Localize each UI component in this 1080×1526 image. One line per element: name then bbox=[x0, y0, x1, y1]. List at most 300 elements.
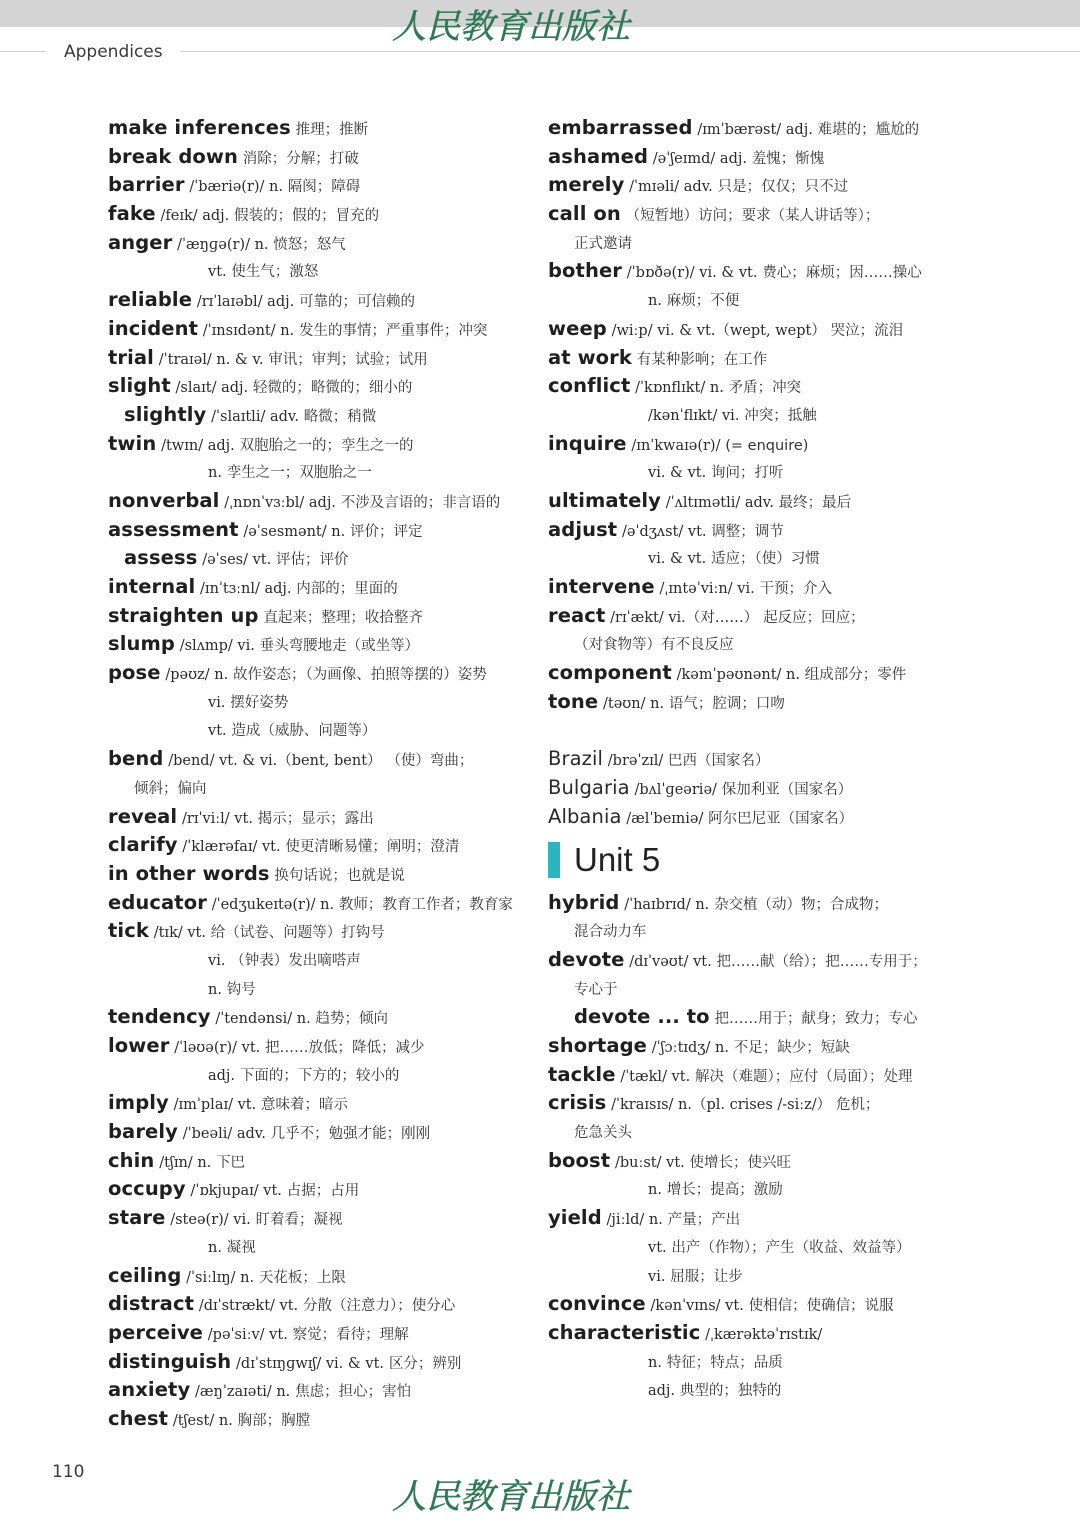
vocab-entry-line bbox=[108, 114, 528, 143]
headword: lower bbox=[108, 1034, 170, 1057]
definition: 麻烦；不便 bbox=[666, 293, 740, 310]
headword: Albania bbox=[548, 804, 622, 828]
definition: 区分；辨别 bbox=[388, 1355, 462, 1372]
headword: ashamed bbox=[548, 144, 649, 168]
vocab-entry-line bbox=[108, 430, 528, 459]
phonetic-pos: /əˈʃeɪmd/ adj. bbox=[652, 150, 747, 167]
phonetic-pos: /ɪmˈplaɪ/ vt. bbox=[173, 1097, 257, 1114]
definition: 占据；占用 bbox=[286, 1183, 360, 1200]
phonetic-pos: /ˈtendənsi/ n. bbox=[215, 1011, 311, 1028]
phonetic-pos: adj. bbox=[648, 1383, 676, 1400]
definition: 几乎不；勉强才能；刚刚 bbox=[270, 1126, 431, 1143]
phonetic-pos: /ˈklærəfaɪ/ vt. bbox=[182, 839, 281, 856]
headword: assess bbox=[124, 546, 198, 570]
phonetic-pos: /ˈkɒnflɪkt/ n. bbox=[635, 380, 724, 397]
vocab-entry-line bbox=[108, 171, 528, 200]
definition: 内部的；里面的 bbox=[296, 581, 398, 597]
vocab-entry-line bbox=[108, 602, 528, 631]
definition: 评价；评定 bbox=[349, 523, 423, 540]
definition: 费心；麻烦；因……操心 bbox=[762, 265, 922, 282]
definition: 危机； bbox=[835, 1097, 880, 1114]
vocab-entry-line bbox=[548, 458, 968, 487]
phonetic-pos: /əˈdʒʌst/ vt. bbox=[622, 523, 707, 540]
phonetic-pos: /ˈʃɔːtɪdʒ/ n. bbox=[651, 1040, 729, 1057]
definition: 正式邀请 bbox=[574, 235, 632, 252]
vocab-entry-line bbox=[548, 946, 968, 975]
phonetic-pos: /ˈsiːlɪŋ/ n. bbox=[186, 1269, 255, 1286]
vocab-entry-line bbox=[108, 1003, 528, 1032]
vocab-entry-line bbox=[108, 889, 528, 918]
phonetic-pos: /ˈhaɪbrɪd/ n. bbox=[624, 896, 710, 913]
definition: 假装的；假的；冒充的 bbox=[234, 208, 380, 225]
headword: distinguish bbox=[108, 1349, 232, 1373]
headword: merely bbox=[548, 173, 625, 197]
phonetic-pos: /dɪˈvəʊt/ vt. bbox=[629, 953, 712, 970]
phonetic-pos: n. bbox=[208, 465, 222, 482]
vocab-entry-line bbox=[548, 401, 968, 430]
headword: tackle bbox=[548, 1062, 616, 1086]
phonetic-pos: /ˈɒkjupaɪ/ vt. bbox=[190, 1183, 282, 1200]
vocab-entry-line bbox=[108, 716, 528, 745]
definition: 教师；教育工作者；教育家 bbox=[338, 896, 513, 913]
headword: assessment bbox=[108, 517, 239, 541]
vocab-entry-line bbox=[108, 401, 528, 430]
definition: 审讯；审判；试验；试用 bbox=[268, 351, 428, 368]
phonetic-pos: /tɪk/ vt. bbox=[153, 925, 206, 942]
definition: 产量；产出 bbox=[667, 1212, 741, 1229]
headword: bend bbox=[108, 747, 164, 771]
vocab-entry-line bbox=[108, 1118, 528, 1147]
headword: tick bbox=[108, 919, 149, 943]
definition: 矛盾；冲突 bbox=[728, 380, 802, 397]
phonetic-pos: /ɪnˈkwaɪə(r)/ bbox=[631, 437, 721, 454]
svg-text:人民教育出版社: 人民教育出版社 bbox=[392, 7, 630, 47]
headword: chin bbox=[108, 1148, 155, 1172]
vocab-entry-line bbox=[108, 458, 528, 487]
vocab-entry-line bbox=[108, 1319, 528, 1348]
vocab-entry-line bbox=[548, 544, 968, 573]
vocab-entry-line bbox=[108, 1262, 528, 1291]
definition: 语气；腔调；口吻 bbox=[668, 695, 785, 712]
header-rule-right bbox=[180, 51, 1080, 52]
headword: slight bbox=[108, 374, 171, 398]
definition: 巴西（国家名） bbox=[668, 753, 770, 770]
vocab-entry-line bbox=[108, 946, 528, 975]
vocab-entry-line bbox=[548, 745, 968, 774]
vocab-entry-line bbox=[548, 1319, 968, 1348]
vocab-entry-line bbox=[548, 430, 968, 459]
phonetic-pos: /dɪˈstɪŋɡwɪʃ/ vi. & vt. bbox=[236, 1355, 385, 1372]
definition: 最终；最后 bbox=[778, 494, 852, 511]
vocab-entry-line bbox=[548, 487, 968, 516]
vocab-entry-line bbox=[548, 917, 968, 946]
phonetic-pos: /ˈbeəli/ adv. bbox=[182, 1126, 266, 1143]
headword: in other words bbox=[108, 861, 270, 885]
headword: imply bbox=[108, 1091, 169, 1115]
definition: 消除；分解；打破 bbox=[242, 150, 359, 167]
phonetic-pos: /brəˈzɪl/ bbox=[607, 753, 664, 770]
vocab-entry-line bbox=[108, 630, 528, 659]
vocab-entry-line bbox=[548, 1376, 968, 1405]
vocab-entry-line bbox=[548, 257, 968, 286]
vocab-entry-line bbox=[108, 1147, 528, 1176]
vocab-entry-line bbox=[108, 1233, 528, 1262]
vocab-entry-line bbox=[548, 1003, 968, 1032]
headword: hybrid bbox=[548, 890, 620, 914]
phonetic-pos: /ˈtraɪəl/ n. & v. bbox=[158, 351, 264, 368]
definition: 天花板；上限 bbox=[258, 1269, 346, 1286]
vocab-entry-line bbox=[108, 1204, 528, 1233]
definition: 意味着；暗示 bbox=[261, 1097, 349, 1114]
definition: 隔阂；障碍 bbox=[287, 179, 361, 196]
headword: ceiling bbox=[108, 1263, 182, 1287]
page-number: 110 bbox=[52, 1462, 85, 1482]
phonetic-pos: /slʌmp/ vi. bbox=[179, 638, 255, 655]
headword: anxiety bbox=[108, 1378, 191, 1402]
definition: 推理；推断 bbox=[295, 122, 369, 138]
vocab-entry-line bbox=[548, 803, 968, 832]
phonetic-pos: n. bbox=[648, 1354, 662, 1371]
phonetic-pos: /wiːp/ vi. & vt.（wept, wept） bbox=[611, 322, 826, 339]
vocab-entry-line bbox=[548, 659, 968, 688]
vocab-entry-line bbox=[548, 1204, 968, 1233]
headword: clarify bbox=[108, 833, 178, 857]
headword: devote bbox=[548, 947, 625, 971]
unit-title: Unit 5 bbox=[574, 840, 661, 878]
phonetic-pos: vi. & vt. bbox=[648, 465, 707, 482]
definition: 调整；调节 bbox=[711, 523, 784, 540]
headword: internal bbox=[108, 575, 196, 598]
vocab-entry-line bbox=[108, 257, 528, 286]
headword: straighten up bbox=[108, 603, 259, 627]
phonetic-pos: /kənˈvɪns/ vt. bbox=[650, 1298, 744, 1315]
publisher-watermark-top bbox=[392, 4, 692, 48]
phonetic-pos: /ɪmˈbærəst/ adj. bbox=[697, 122, 813, 138]
vocab-entry-line bbox=[548, 344, 968, 373]
vocab-entry-line bbox=[548, 200, 968, 229]
phonetic-pos: /ˈslaɪtli/ adv. bbox=[211, 408, 299, 425]
definition: 评估；评价 bbox=[276, 552, 349, 569]
vocab-entry-line bbox=[108, 1089, 528, 1118]
headword: occupy bbox=[108, 1177, 186, 1201]
vocab-entry-line bbox=[108, 544, 528, 573]
headword: conflict bbox=[548, 374, 631, 398]
phonetic-pos: /bʌlˈɡeəriə/ bbox=[634, 781, 717, 798]
phonetic-pos: /rɪˈækt/ vi.（对……） bbox=[610, 609, 759, 626]
vocab-entry-line bbox=[548, 1061, 968, 1090]
phonetic-pos: /ˈləʊə(r)/ vt. bbox=[174, 1040, 261, 1056]
definition: （对食物等）有不良反应 bbox=[574, 637, 734, 654]
vocab-entry-line bbox=[548, 286, 968, 315]
definition: 使生气；激怒 bbox=[231, 264, 319, 281]
left-column bbox=[108, 114, 528, 1434]
phonetic-pos: /dɪˈstrækt/ vt. bbox=[198, 1298, 299, 1315]
section-label: Appendices bbox=[64, 42, 163, 62]
definition: 趋势；倾向 bbox=[315, 1011, 388, 1028]
definition: 只是；仅仅；只不过 bbox=[717, 179, 849, 196]
definition: 略微；稍微 bbox=[303, 408, 377, 425]
vocab-entry-line bbox=[108, 745, 528, 774]
headword: tendency bbox=[108, 1005, 211, 1029]
definition: 解决（难题）；应付（局面）；处理 bbox=[694, 1068, 913, 1085]
headword: reveal bbox=[108, 804, 178, 828]
vocab-entry-line bbox=[108, 1032, 528, 1061]
headword: embarrassed bbox=[548, 116, 693, 139]
phonetic-pos: /ˈɪnsɪdənt/ n. bbox=[202, 322, 295, 339]
headword: at work bbox=[548, 345, 632, 369]
phonetic-pos: n. bbox=[648, 293, 662, 310]
phonetic-pos: /əˈsesmənt/ n. bbox=[243, 523, 346, 540]
vocab-entry-line bbox=[548, 171, 968, 200]
definition: （短暂地）访问；要求（某人讲话等）； bbox=[625, 208, 880, 225]
definition: 揭示；显示；露出 bbox=[257, 810, 374, 827]
definition: 阿尔巴尼亚（国家名） bbox=[708, 810, 854, 827]
definition: 使增长；使兴旺 bbox=[689, 1154, 792, 1171]
definition: 给（试卷、问题等）打钩号 bbox=[210, 925, 385, 942]
vocab-entry-line bbox=[108, 229, 528, 258]
definition: 危急关头 bbox=[574, 1125, 632, 1142]
vocab-entry-line bbox=[108, 1061, 528, 1090]
headword: react bbox=[548, 603, 606, 627]
vocab-entry-line bbox=[548, 1262, 968, 1291]
phonetic-pos: /ˈedʒukeɪtə(r)/ n. bbox=[211, 896, 335, 913]
vocab-entry-line bbox=[108, 688, 528, 717]
definition: 焦虑；担心；害怕 bbox=[295, 1384, 412, 1401]
headword: twin bbox=[108, 431, 157, 455]
headword: barely bbox=[108, 1120, 178, 1144]
headword: crisis bbox=[548, 1091, 607, 1115]
definition: 哭泣；流泪 bbox=[830, 322, 904, 339]
headword: convince bbox=[548, 1292, 646, 1316]
definition: 孪生之一；双胞胎之一 bbox=[226, 465, 372, 482]
definition: 轻微的；略微的；细小的 bbox=[252, 380, 413, 397]
headword: trial bbox=[108, 345, 154, 369]
headword: intervene bbox=[548, 575, 655, 598]
phonetic-pos: /ˈtækl/ vt. bbox=[620, 1068, 691, 1085]
definition: 凝视 bbox=[226, 1239, 256, 1256]
vocab-entry-line bbox=[108, 831, 528, 860]
phonetic-pos: /ælˈbeɪniə/ bbox=[626, 810, 704, 827]
vocab-entry-line bbox=[108, 315, 528, 344]
phonetic-pos: /ˈbɒðə(r)/ vi. & vt. bbox=[626, 265, 758, 282]
definition: 双胞胎之一的；孪生之一的 bbox=[239, 437, 414, 454]
definition: 直起来；整理；收拾整齐 bbox=[263, 609, 423, 626]
headword: chest bbox=[108, 1406, 169, 1430]
svg-text:人民教育出版社: 人民教育出版社 bbox=[392, 1477, 630, 1517]
definition: 专心于 bbox=[574, 981, 618, 998]
vocab-entry-line bbox=[548, 573, 968, 602]
phonetic-pos: /rɪˈlaɪəbl/ adj. bbox=[196, 294, 295, 311]
vocab-entry-line bbox=[548, 1348, 968, 1377]
headword: slump bbox=[108, 632, 175, 656]
definition: 不足；缺少；短缺 bbox=[733, 1040, 850, 1057]
vocab-entry-line bbox=[548, 1147, 968, 1176]
right-column bbox=[548, 114, 968, 1405]
headword: inquire bbox=[548, 431, 627, 455]
headword: devote ... to bbox=[574, 1005, 710, 1029]
headword: characteristic bbox=[548, 1320, 701, 1344]
phonetic-pos: /ˈkraɪsɪs/ n.（pl. crises /-siːz/） bbox=[611, 1097, 832, 1114]
vocab-entry-line bbox=[548, 630, 968, 659]
vocab-entry-line bbox=[548, 143, 968, 172]
definition: 愤怒；怒气 bbox=[273, 236, 346, 253]
headword: slightly bbox=[124, 402, 207, 426]
headword: Bulgaria bbox=[548, 775, 630, 799]
header-rule-left bbox=[0, 51, 46, 52]
spacer bbox=[548, 716, 968, 745]
phonetic-pos: vi. & vt. bbox=[648, 551, 707, 568]
phonetic-pos: /ˌkærəktəˈrɪstɪk/ bbox=[705, 1326, 823, 1343]
phonetic-pos: n. bbox=[648, 1182, 662, 1199]
vocab-entry-line bbox=[548, 1233, 968, 1262]
vocab-entry-line bbox=[108, 774, 528, 803]
phonetic-pos: vt. bbox=[208, 264, 227, 281]
definition: 故作姿态；（为画像、拍照等摆的）姿势 bbox=[232, 667, 487, 684]
definition: 盯着看；凝视 bbox=[255, 1212, 343, 1229]
definition: 使更清晰易懂；阐明；澄清 bbox=[285, 839, 460, 856]
vocab-entry-line bbox=[548, 1290, 968, 1319]
vocab-entry-line bbox=[108, 860, 528, 889]
definition: 把……献（给）；把……专用于； bbox=[716, 953, 927, 970]
phonetic-pos: /buːst/ vt. bbox=[614, 1154, 685, 1171]
phonetic-pos: /pəˈsiːv/ vt. bbox=[207, 1326, 288, 1343]
definition: 摆好姿势 bbox=[230, 694, 289, 711]
headword: distract bbox=[108, 1292, 195, 1316]
phonetic-pos: /tʃest/ n. bbox=[172, 1412, 233, 1429]
vocab-entry-line bbox=[108, 372, 528, 401]
definition: 下面的；下方的；较小的 bbox=[239, 1067, 400, 1084]
phonetic-pos: /ˈbæriə(r)/ n. bbox=[189, 179, 283, 196]
vocab-entry-line bbox=[108, 1348, 528, 1377]
vocab-entry-line bbox=[108, 659, 528, 688]
headword: stare bbox=[108, 1206, 166, 1230]
vocab-entry-line bbox=[108, 1405, 528, 1434]
vocab-entry-line bbox=[108, 200, 528, 229]
definition: 有某种影响；在工作 bbox=[636, 351, 768, 368]
headword: Brazil bbox=[548, 747, 604, 771]
definition: 干预；介入 bbox=[759, 581, 832, 597]
vocab-entry-line bbox=[108, 917, 528, 946]
unit-accent-bar bbox=[548, 842, 560, 878]
headword: barrier bbox=[108, 173, 185, 197]
definition: 使相信；使确信；说服 bbox=[748, 1298, 894, 1315]
headword: boost bbox=[548, 1148, 611, 1172]
phonetic-pos: /pəʊz/ n. bbox=[165, 667, 229, 684]
vocab-entry-line bbox=[548, 372, 968, 401]
phonetic-pos: /ɪnˈtɜːnl/ adj. bbox=[200, 581, 292, 597]
headword: call on bbox=[548, 202, 621, 226]
phonetic-pos: /feɪk/ adj. bbox=[160, 208, 230, 225]
headword: make inferences bbox=[108, 116, 291, 139]
headword: nonverbal bbox=[108, 488, 220, 512]
publisher-watermark-bottom bbox=[392, 1474, 692, 1518]
vocab-entry-line bbox=[108, 516, 528, 545]
phonetic-pos: vt. bbox=[208, 723, 227, 740]
vocab-entry-line bbox=[108, 344, 528, 373]
phonetic-pos: /æŋˈzaɪəti/ n. bbox=[195, 1384, 291, 1401]
definition: 可靠的；可信赖的 bbox=[299, 294, 415, 311]
vocab-entry-line bbox=[548, 229, 968, 258]
phonetic-pos: /steə(r)/ vi. bbox=[170, 1212, 251, 1229]
definition: 胸部；胸膛 bbox=[237, 1412, 311, 1429]
definition: 混合动力车 bbox=[574, 924, 647, 941]
definition: 倾斜；偏向 bbox=[134, 780, 207, 797]
vocab-entry-line bbox=[108, 1290, 528, 1319]
headword: fake bbox=[108, 202, 156, 226]
phonetic-pos: /ˈʌltɪmətli/ adv. bbox=[665, 494, 774, 511]
definition: 询问；打听 bbox=[710, 465, 784, 482]
definition: 杂交植（动）物；合成物； bbox=[714, 896, 889, 913]
vocab-entry-line bbox=[548, 1118, 968, 1147]
definition: 把……放低；降低；减少 bbox=[265, 1040, 425, 1056]
definition: 保加利亚（国家名） bbox=[721, 781, 853, 798]
phonetic-pos: /twɪn/ adj. bbox=[161, 437, 235, 454]
headword: shortage bbox=[548, 1034, 647, 1058]
headword: reliable bbox=[108, 288, 193, 312]
headword: pose bbox=[108, 661, 161, 685]
phonetic-pos: /ˌɪntəˈviːn/ vi. bbox=[659, 581, 755, 597]
phonetic-pos: /slaɪt/ adj. bbox=[175, 380, 249, 397]
vocab-entry-line bbox=[108, 286, 528, 315]
definition: 把……用于；献身；致力；专心 bbox=[714, 1011, 918, 1028]
headword: tone bbox=[548, 689, 599, 713]
definition: 难堪的；尴尬的 bbox=[817, 122, 920, 138]
vocab-entry-line bbox=[548, 889, 968, 918]
headword: anger bbox=[108, 230, 173, 254]
definition: 冲突；抵触 bbox=[744, 407, 817, 424]
phonetic-pos: vi. bbox=[208, 952, 226, 969]
phonetic-pos: adj. bbox=[208, 1067, 236, 1084]
definition: 察觉；看待；理解 bbox=[292, 1326, 409, 1343]
headword: ultimately bbox=[548, 488, 661, 512]
definition: 起反应；回应； bbox=[763, 609, 865, 626]
definition: 不涉及言语的；非言语的 bbox=[340, 494, 501, 511]
definition: （钟表）发出嘀嗒声 bbox=[230, 952, 361, 969]
phonetic-pos: vi. bbox=[208, 694, 226, 711]
vocab-entry-line bbox=[548, 1175, 968, 1204]
phonetic-pos: /jiːld/ n. bbox=[606, 1212, 663, 1229]
headword: break down bbox=[108, 144, 238, 168]
definition: 钩号 bbox=[226, 981, 256, 998]
headword: incident bbox=[108, 316, 198, 340]
definition: 出产（作物）；产生（收益、效益等） bbox=[671, 1239, 911, 1256]
vocab-entry-line bbox=[548, 114, 968, 143]
vocab-entry-line bbox=[108, 487, 528, 516]
phonetic-pos: n. bbox=[208, 981, 222, 998]
definition: 垂头弯腰地走（或坐等） bbox=[259, 638, 420, 655]
definition: 组成部分；零件 bbox=[804, 667, 907, 684]
vocab-entry-line bbox=[108, 143, 528, 172]
headword: weep bbox=[548, 316, 607, 340]
definition: 换句话说；也就是说 bbox=[274, 867, 405, 884]
vocab-entry-line bbox=[548, 975, 968, 1004]
vocab-entry-line bbox=[548, 1089, 968, 1118]
phonetic-pos: /rɪˈviːl/ vt. bbox=[182, 810, 253, 827]
definition: 发生的事情；严重事件；冲突 bbox=[298, 322, 488, 339]
phonetic-pos: /təʊn/ n. bbox=[603, 695, 665, 712]
phonetic-pos: /ˌnɒnˈvɜːbl/ adj. bbox=[224, 494, 336, 511]
headword: yield bbox=[548, 1206, 602, 1230]
headword: educator bbox=[108, 890, 207, 914]
phonetic-pos: /kənˈflɪkt/ vi. bbox=[648, 407, 740, 424]
phonetic-pos: /əˈses/ vt. bbox=[202, 552, 272, 569]
headword: adjust bbox=[548, 517, 618, 541]
definition: 适应；（使）习惯 bbox=[710, 551, 820, 568]
phonetic-pos: /bend/ vt. & vi.（bent, bent） bbox=[168, 753, 382, 770]
headword: perceive bbox=[108, 1320, 204, 1344]
definition: （使）弯曲； bbox=[386, 753, 474, 770]
phonetic-pos: /ˈæŋɡə(r)/ n. bbox=[177, 236, 269, 253]
